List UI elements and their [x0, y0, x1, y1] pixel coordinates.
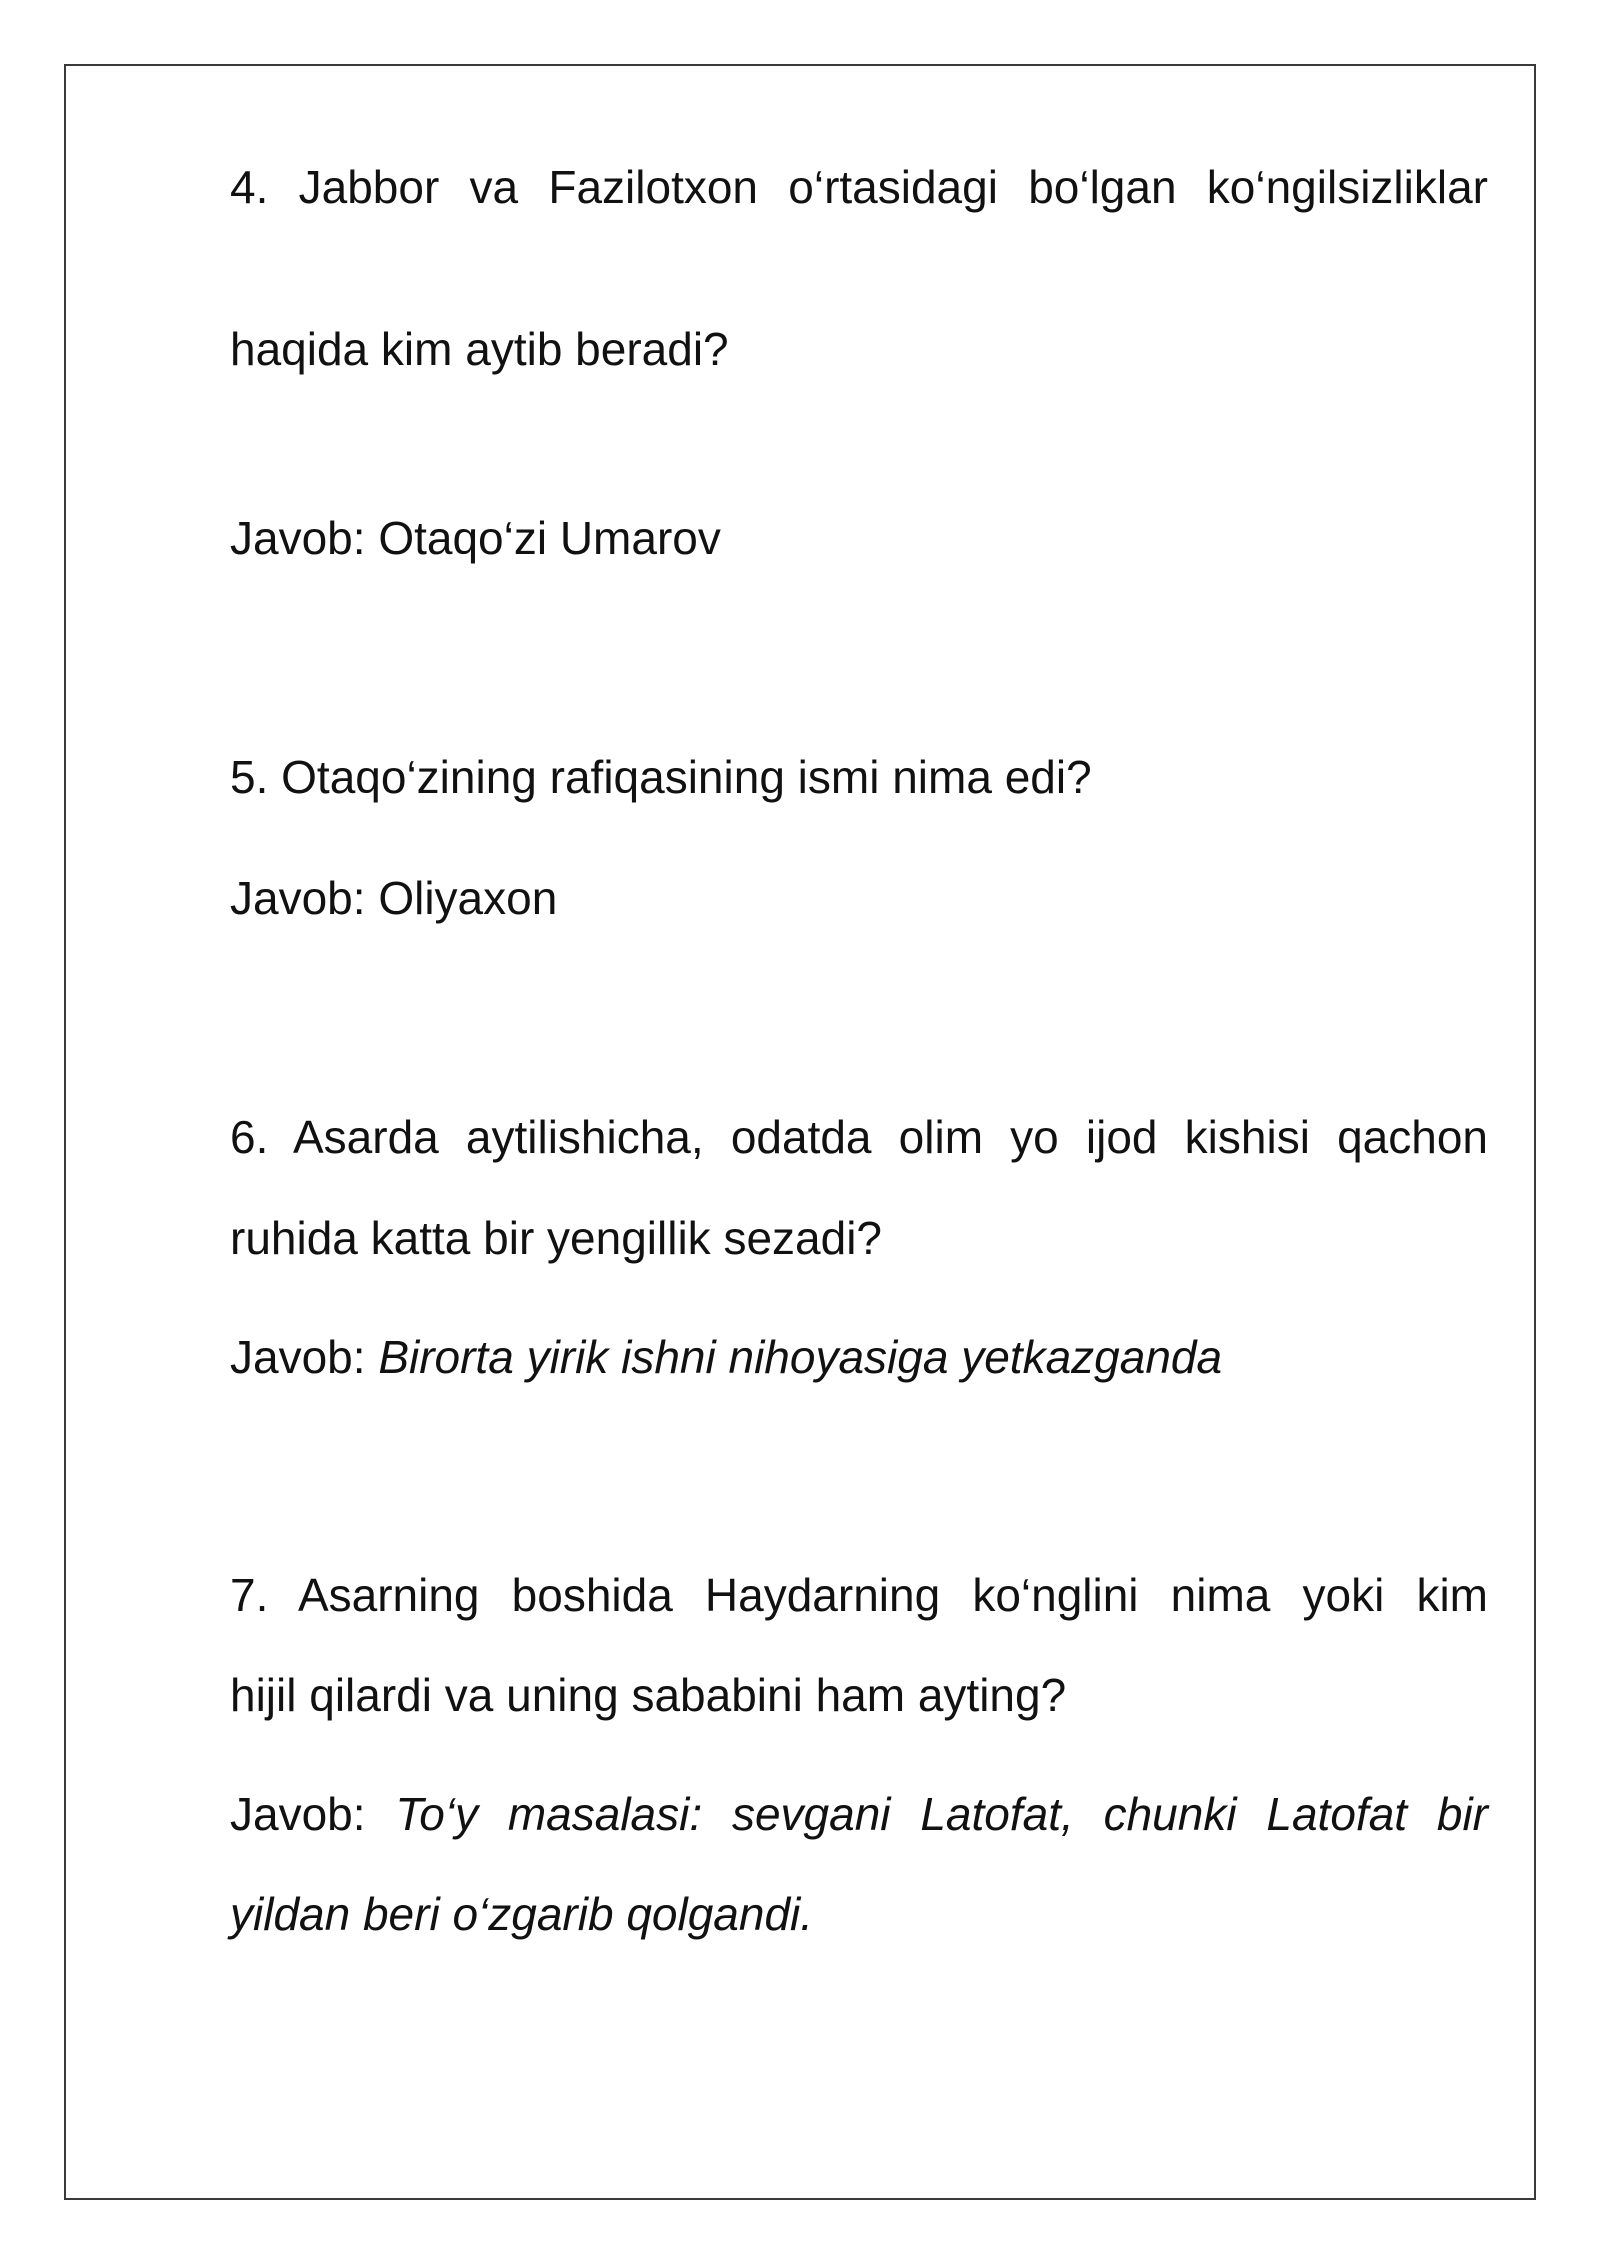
question-4-line-1: 4. Jabbor va Fazilotxon o‘rtasidagi bo‘lgan ko‘ngilsizliklar: [230, 161, 1488, 213]
answer-7-text-line-2: yildan beri o‘zgarib qolgandi.: [230, 1888, 814, 1940]
answer-4: [230, 508, 1488, 568]
answer-label: Javob:: [230, 1331, 379, 1383]
answer-5-text: Oliyaxon: [378, 872, 558, 924]
answer-7: [230, 1784, 1488, 1844]
question-4-line-2: haqida kim aytib beradi?: [230, 323, 729, 375]
answer-label: Javob:: [230, 1788, 396, 1840]
answer-label: Javob:: [230, 872, 379, 924]
answer-6-text: Birorta yirik ishni nihoyasiga yetkazganda: [378, 1331, 1223, 1383]
answer-5: [230, 868, 1488, 928]
answer-7-text-line-1: To‘y masalasi: sevgani Latofat, chunki Latofat bir: [395, 1788, 1489, 1840]
answer-4-text: Otaqo‘zi Umarov: [378, 512, 721, 564]
answer-label: Javob:: [230, 512, 379, 564]
question-7-line-2: hijil qilardi va uning sababini ham ayting?: [230, 1669, 1067, 1721]
question-6-line-1: 6. Asarda aytilishicha, odatda olim yo ijod kishisi qachon: [230, 1111, 1488, 1163]
question-5-line-1: 5. Otaqo‘zining rafiqasining ismi nima edi?: [230, 751, 1092, 803]
question-6-line-2: ruhida katta bir yengillik sezadi?: [230, 1212, 883, 1264]
question-7-line-1: 7. Asarning boshida Haydarning ko‘nglini nima yoki kim: [230, 1569, 1488, 1621]
answer-6: [230, 1327, 1488, 1387]
